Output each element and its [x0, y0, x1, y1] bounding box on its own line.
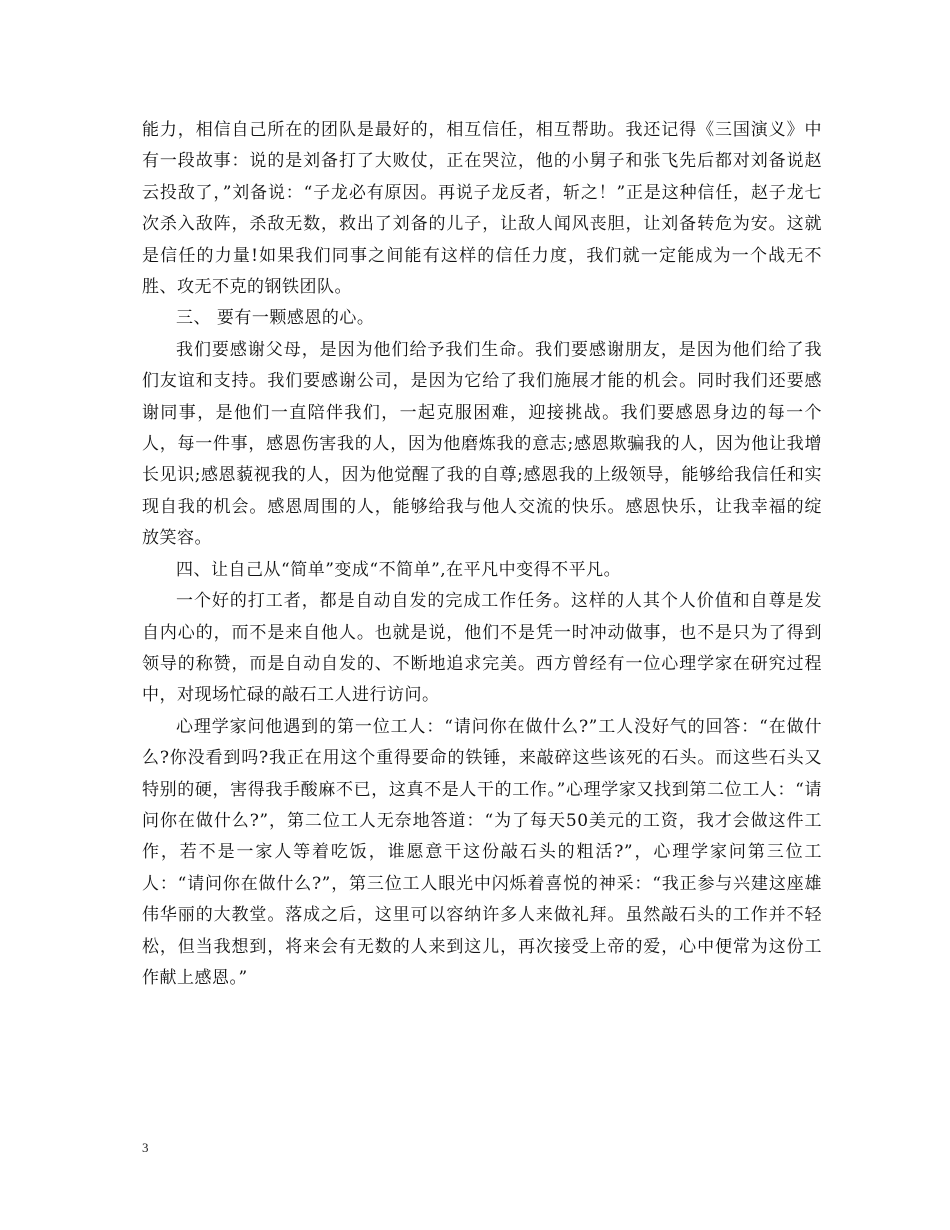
paragraph-gratitude: 我们要感谢父母，是因为他们给予我们生命。我们要感谢朋友，是因为他们给了我们友谊和支持。我们要感谢公司，是因为它给了我们施展才能的机会。同时我们还要感谢同事，是他们一直陪伴我们，一起克服困难，迎接挑战。我们要感恩身边的每一个人，每一件事，感恩伤害我的人，因为他磨炼我的意志;感恩欺骗我的人，因为他让我增长见识;感恩藐视我的人，因为他觉醒了我的自尊;感恩我的上级领导，能够给我信任和实现自我的机会。感恩周围的人，能够给我与他人交流的快乐。感恩快乐，让我幸福的绽放笑容。 — [142, 339, 822, 549]
page-number: 3 — [142, 1140, 149, 1155]
heading-simple-to-extraordinary: 四、让自己从“简单”变成“不简单”,在平凡中变得不平凡。 — [176, 559, 622, 580]
heading-gratitude: 三、 要有一颗感恩的心。 — [176, 308, 375, 329]
paragraph-stone-workers: 心理学家问他遇到的第一位工人：“请问你在做什么?”工人没好气的回答：“在做什么?你没看到吗?我正在用这个重得要命的铁锤，来敲碎这些该死的石头。而这些石头又特别的硬，害得我手酸麻不已，这真不是人干的工作。”心理学家又找到第二位工人：“请问你在做什么?”，第二位工人无奈地答道：“为了每天50美元的工资，我才会做这件工作，若不是一家人等着吃饭，谁愿意干这份敲石头的粗活?”，心理学家问第三位工人：“请问你在做什么?”，第三位工人眼光中闪烁着喜悦的神采：“我正参与兴建这座雄伟华丽的大教堂。落成之后，这里可以容纳许多人来做礼拜。虽然敲石头的工作并不轻松，但当我想到，将来会有无数的人来到这儿，再次接受上帝的爱，心中便常为这份工作献上感恩。” — [142, 716, 822, 988]
body-text — [142, 115, 822, 994]
paragraph-good-worker: 一个好的打工者，都是自动自发的完成工作任务。这样的人其个人价值和自尊是发自内心的，而不是来自他人。也就是说，他们不是凭一时冲动做事，也不是只为了得到领导的称赞，而是自动自发的、不断地追求完美。西方曾经有一位心理学家在研究过程中，对现场忙碌的敲石工人进行访问。 — [142, 591, 822, 706]
paragraph-trust-story: 能力，相信自己所在的团队是最好的，相互信任，相互帮助。我还记得《三国演义》中有一段故事：说的是刘备打了大败仗，正在哭泣，他的小舅子和张飞先后都对刘备说赵云投敌了，”刘备说：“子龙必有原因。再说子龙反者，斩之！”正是这种信任，赵子龙七次杀入敌阵，杀敌无数，救出了刘备的儿子，让敌人闻风丧胆，让刘备转危为安。这就是信任的力量!如果我们同事之间能有这样的信任力度，我们就一定能成为一个战无不胜、攻无不克的钢铁团队。 — [142, 120, 822, 298]
